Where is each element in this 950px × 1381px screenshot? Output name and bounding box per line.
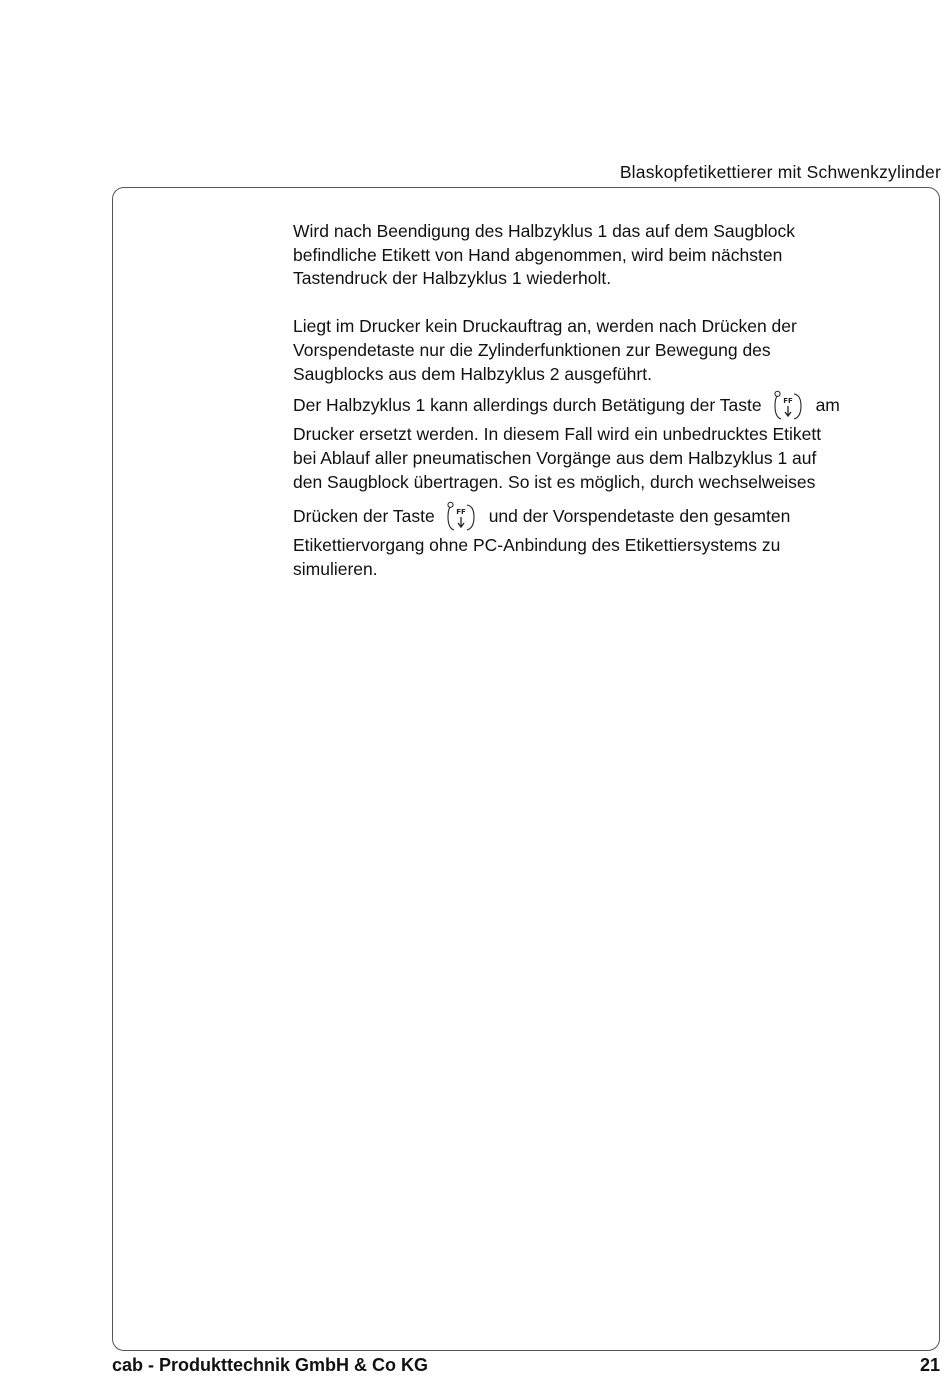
text-line: den Saugblock übertragen. So ist es möglich, durch wechselweises xyxy=(293,471,816,492)
paragraph-4 xyxy=(293,500,913,581)
body-text xyxy=(293,220,913,582)
text-segment: Der Halbzyklus 1 kann allerdings durch Betätigung der Taste xyxy=(293,395,762,416)
text-line: Etikettiervorgang ohne PC-Anbindung des Etikettiersystems zu xyxy=(293,535,781,556)
text-line: bei Ablauf aller pneumatischen Vorgänge aus dem Halbzyklus 1 auf xyxy=(293,447,817,468)
paragraph-3 xyxy=(293,389,913,494)
key-label: FF xyxy=(782,397,793,406)
text-line-with-key xyxy=(293,389,913,423)
text-segment: am xyxy=(815,395,840,416)
text-line: Liegt im Drucker kein Druckauftrag an, werden nach Drücken der xyxy=(293,316,797,337)
text-segment: Drücken der Taste xyxy=(293,506,435,527)
text-line: simulieren. xyxy=(293,559,378,580)
footer-company: cab - Produkttechnik GmbH & Co KG xyxy=(112,1355,429,1375)
page-number: 21 xyxy=(919,1355,940,1375)
feed-key-icon xyxy=(445,501,477,533)
text-line: Saugblocks aus dem Halbzyklus 2 ausgeführt. xyxy=(293,363,652,384)
paragraph-2 xyxy=(293,315,913,386)
text-line: Tastendruck der Halbzyklus 1 wiederholt. xyxy=(293,268,612,289)
feed-key-icon xyxy=(772,390,804,422)
text-line: Wird nach Beendigung des Halbzyklus 1 das auf dem Saugblock xyxy=(293,221,795,241)
key-label: FF xyxy=(455,508,466,517)
page-header-title: Blaskopfetikettierer mit Schwenkzylinder xyxy=(619,162,941,182)
text-line: befindliche Etikett von Hand abgenommen, wird beim nächsten xyxy=(293,244,783,265)
text-line: Drucker ersetzt werden. In diesem Fall wird ein unbedrucktes Etikett xyxy=(293,424,822,445)
paragraph-1 xyxy=(293,220,913,291)
text-segment: und der Vorspendetaste den gesamten xyxy=(488,506,791,527)
text-line: Vorspendetaste nur die Zylinderfunktionen zur Bewegung des xyxy=(293,339,771,360)
text-line-with-key xyxy=(293,500,913,534)
